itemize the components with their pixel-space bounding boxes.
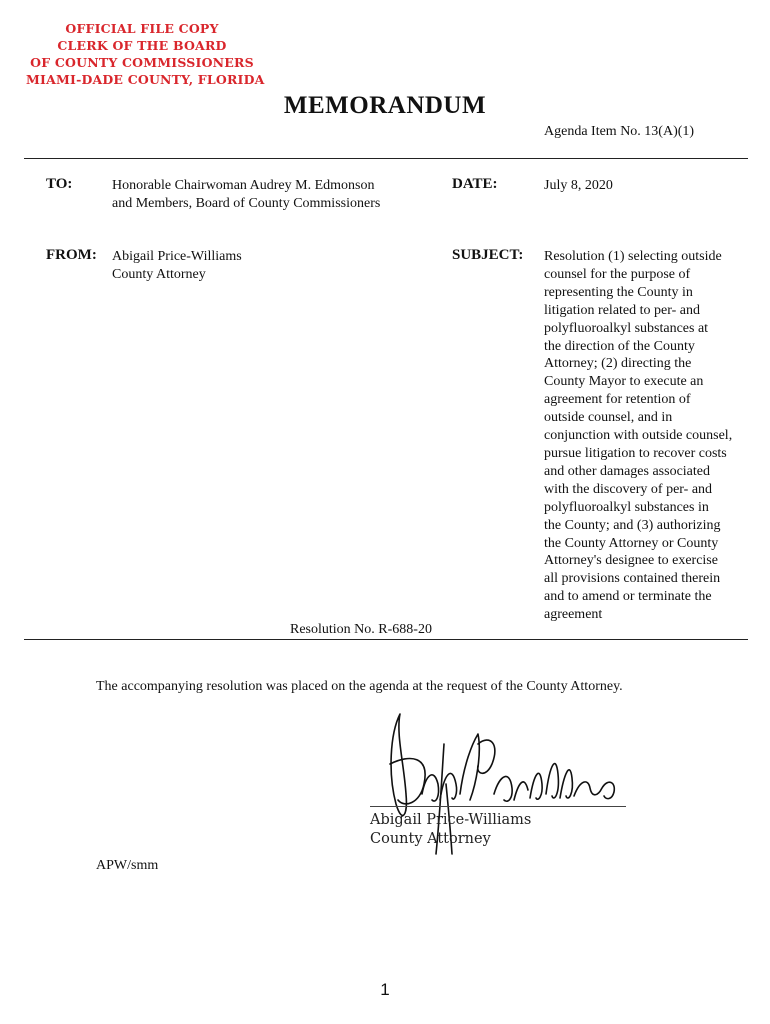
body-paragraph: The accompanying resolution was placed on the agenda at the request of the County Attorney. (96, 679, 623, 694)
subject-line: representing the County in (544, 284, 693, 300)
signer-name: Abigail Price-Williams (370, 812, 532, 828)
subject-line: the County; and (3) authorizing (544, 517, 721, 533)
stamp-line-2: CLERK OF THE BOARD (57, 38, 227, 53)
subject-line: with the discovery of per- and (544, 481, 713, 497)
signature-block (370, 811, 531, 849)
date-value: July 8, 2020 (544, 178, 613, 193)
to-label: TO: (46, 176, 73, 192)
subject-line: Attorney; (2) directing the (544, 356, 692, 372)
subject-line: County Mayor to execute an (544, 374, 704, 390)
subject-line: all provisions contained therein (544, 571, 721, 587)
subject-line: polyfluoroalkyl substances in (544, 499, 709, 515)
stamp-line-3: OF COUNTY COMMISSIONERS (30, 55, 254, 70)
typist-initials: APW/smm (96, 858, 159, 873)
from-label: FROM: (46, 247, 97, 263)
subject-line: litigation related to per- and (544, 302, 700, 318)
subject-line: outside counsel, and in (544, 410, 673, 426)
date-label: DATE: (452, 176, 498, 192)
subject-text (544, 248, 750, 624)
subject-line: and other damages associated (544, 463, 710, 479)
page-number: 1 (380, 980, 390, 999)
to-line-2: and Members, Board of County Commissioners (112, 196, 381, 211)
from-line-2: County Attorney (112, 267, 206, 282)
subject-line: and to amend or terminate the (544, 589, 712, 605)
stamp-line-4: MIAMI-DADE COUNTY, FLORIDA (26, 72, 265, 87)
subject-line: agreement for retention of (544, 392, 691, 408)
agenda-item-number: Agenda Item No. 13(A)(1) (544, 124, 695, 139)
from-sender (112, 248, 242, 284)
signature-line (370, 806, 626, 807)
from-line-1: Abigail Price-Williams (112, 249, 242, 264)
subject-line: the direction of the County (544, 338, 695, 354)
subject-line: pursue litigation to recover costs (544, 445, 727, 461)
signer-title: County Attorney (370, 831, 491, 847)
subject-line: agreement (544, 607, 603, 623)
subject-line: Attorney's designee to exercise (544, 553, 718, 569)
subject-line: Resolution (1) selecting outside (544, 249, 722, 264)
resolution-number: Resolution No. R-688-20 (290, 622, 432, 637)
to-recipients (112, 177, 380, 213)
subject-label: SUBJECT: (452, 247, 524, 263)
official-file-copy-stamp (26, 20, 265, 88)
subject-line: conjunction with outside counsel, (544, 428, 733, 444)
to-line-1: Honorable Chairwoman Audrey M. Edmonson (112, 178, 375, 193)
body-divider (24, 639, 748, 640)
subject-line: polyfluoroalkyl substances at (544, 320, 709, 336)
stamp-line-1: OFFICIAL FILE COPY (65, 21, 219, 36)
subject-line: counsel for the purpose of (544, 266, 691, 282)
subject-line: the County Attorney or County (544, 535, 719, 551)
header-divider (24, 158, 748, 159)
memo-title: MEMORANDUM (283, 92, 487, 119)
